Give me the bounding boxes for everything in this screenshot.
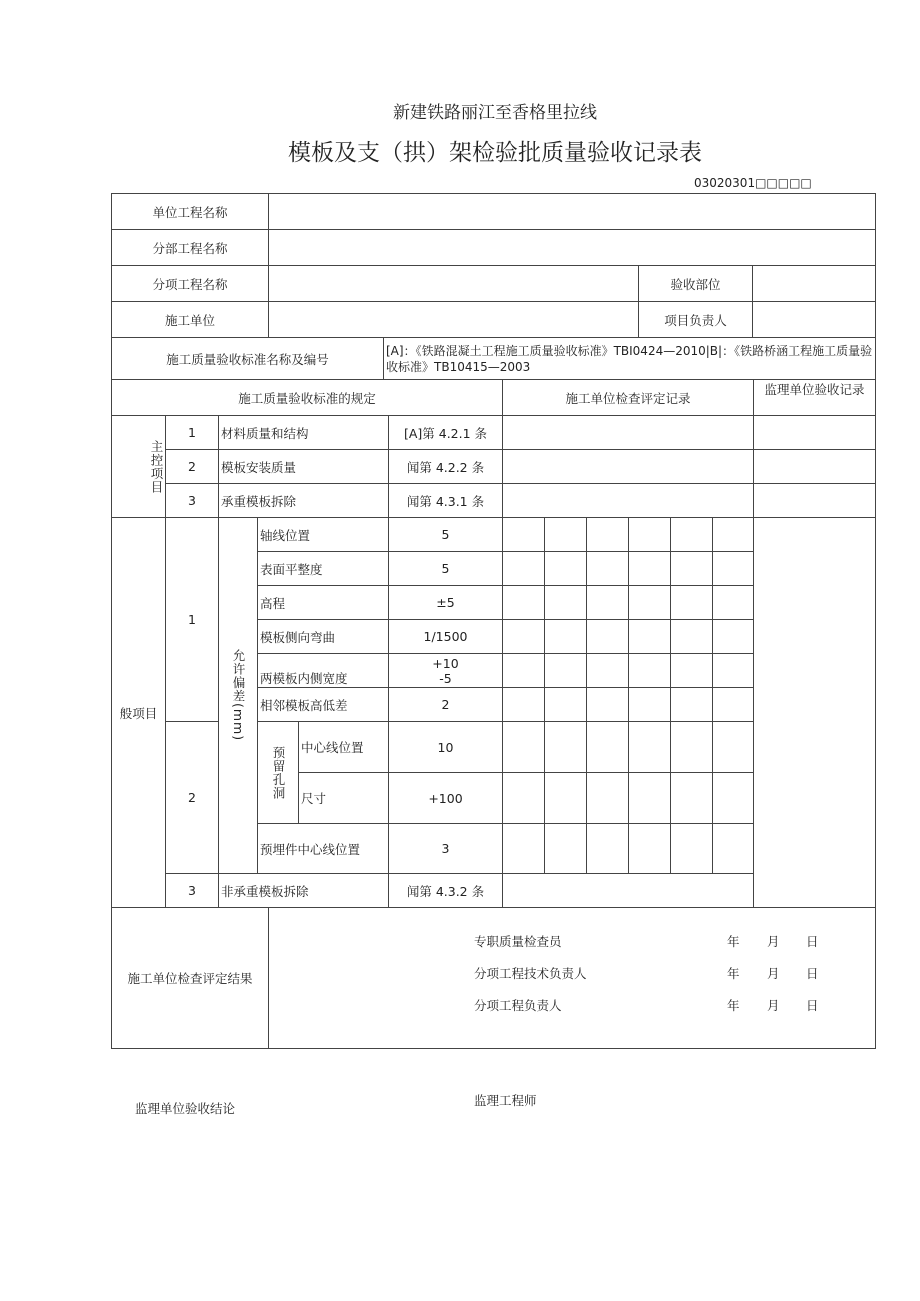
measurement-cell[interactable] [502, 823, 545, 874]
general-row-item: 表面平整度 [257, 551, 389, 586]
general-row-item: 轴线位置 [257, 517, 389, 552]
measurement-cell[interactable] [586, 551, 629, 586]
measurement-cell[interactable] [586, 772, 629, 824]
measurement-cell[interactable] [628, 772, 671, 824]
general-last-no: 3 [165, 873, 219, 908]
reserved-hole-label: 预留孔洞 [257, 721, 299, 824]
signer-role: 分项工程技术负责人 [474, 966, 587, 981]
day-label: 日 [806, 966, 819, 981]
project-line: 新建铁路丽江至香格里拉线 [393, 103, 597, 123]
measurement-cell[interactable] [544, 585, 587, 620]
measurement-cell[interactable] [586, 653, 629, 688]
measurement-cell[interactable] [628, 619, 671, 654]
general-row-std: ±5 [388, 585, 503, 620]
supervisor-record-header: 监理单位验收记录 [753, 379, 876, 416]
general-row-item: 中心线位置 [298, 721, 389, 773]
general-supervisor-record[interactable] [753, 517, 876, 908]
general-row-item: 高程 [257, 585, 389, 620]
measurement-cell[interactable] [544, 551, 587, 586]
main-row-record[interactable] [502, 483, 754, 518]
main-row-no: 1 [165, 415, 219, 450]
main-control-label: 主控项目 [111, 415, 166, 518]
measurement-cell[interactable] [670, 619, 713, 654]
measurement-cell[interactable] [712, 619, 754, 654]
unit-project-label: 单位工程名称 [111, 193, 269, 230]
measurement-cell[interactable] [712, 687, 754, 722]
division-field[interactable] [268, 229, 876, 266]
contractor-field[interactable] [268, 301, 639, 338]
unit-project-field[interactable] [268, 193, 876, 230]
month-label: 月 [767, 934, 780, 949]
measurement-cell[interactable] [628, 585, 671, 620]
general-row-item: 预埋件中心线位置 [257, 823, 389, 874]
year-label: 年 [727, 934, 740, 949]
day-label: 日 [806, 934, 819, 949]
measurement-cell[interactable] [628, 551, 671, 586]
measurement-cell[interactable] [586, 517, 629, 552]
project-manager-label: 项目负责人 [638, 301, 753, 338]
measurement-cell[interactable] [712, 517, 754, 552]
month-label: 月 [767, 998, 780, 1013]
general-row-std: 5 [388, 517, 503, 552]
measurement-cell[interactable] [670, 687, 713, 722]
measurement-cell[interactable] [712, 823, 754, 874]
main-row-record[interactable] [502, 449, 754, 484]
measurement-cell[interactable] [502, 687, 545, 722]
result-label: 施工单位检查评定结果 [111, 907, 269, 1049]
project-manager-field[interactable] [752, 301, 876, 338]
measurement-cell[interactable] [544, 653, 587, 688]
general-group-2-no: 2 [165, 721, 219, 874]
main-row-item: 材料质量和结构 [218, 415, 389, 450]
main-row-supervisor[interactable] [753, 415, 876, 450]
measurement-cell[interactable] [502, 619, 545, 654]
measurement-cell[interactable] [628, 517, 671, 552]
signer-role: 分项工程负责人 [474, 998, 562, 1013]
measurement-cell[interactable] [502, 585, 545, 620]
general-row-item: 尺寸 [298, 772, 389, 824]
measurement-cell[interactable] [502, 517, 545, 552]
year-label: 年 [727, 998, 740, 1013]
measurement-cell[interactable] [712, 653, 754, 688]
inspection-part-field[interactable] [752, 265, 876, 302]
general-row-std: +100 [388, 772, 503, 824]
measurement-cell[interactable] [670, 772, 713, 824]
general-row-std: +10 -5 [388, 653, 503, 688]
main-row-supervisor[interactable] [753, 483, 876, 518]
measurement-cell[interactable] [670, 551, 713, 586]
main-row-item: 承重模板拆除 [218, 483, 389, 518]
measurement-cell[interactable] [670, 585, 713, 620]
measurement-cell[interactable] [586, 585, 629, 620]
main-row-supervisor[interactable] [753, 449, 876, 484]
main-row-no: 3 [165, 483, 219, 518]
general-row-std: 2 [388, 687, 503, 722]
division-label: 分部工程名称 [111, 229, 269, 266]
measurement-cell[interactable] [670, 653, 713, 688]
standard-value: [A]：《铁路混凝土工程施工质量验收标准》TBI0424—2010|B|：《铁路桥涵工程施工质量验收标准》TB10415—2003 [383, 337, 876, 380]
day-label: 日 [806, 998, 819, 1013]
supervisor-engineer-label: 监理工程师 [474, 1093, 537, 1108]
general-last-record[interactable] [502, 873, 754, 908]
measurement-cell[interactable] [544, 687, 587, 722]
main-row-item: 模板安装质量 [218, 449, 389, 484]
page-title: 模板及支（拱）架检验批质量验收记录表 [288, 140, 702, 166]
general-group-1-no: 1 [165, 517, 219, 722]
measurement-cell[interactable] [586, 687, 629, 722]
measurement-cell[interactable] [628, 823, 671, 874]
measurement-cell[interactable] [586, 721, 629, 773]
measurement-cell[interactable] [712, 721, 754, 773]
general-row-item: 模板侧向弯曲 [257, 619, 389, 654]
general-last-std: 闻第 4.3.2 条 [388, 873, 503, 908]
measurement-cell[interactable] [502, 653, 545, 688]
measurement-cell[interactable] [670, 721, 713, 773]
measurement-cell[interactable] [586, 823, 629, 874]
measurement-cell[interactable] [502, 551, 545, 586]
measurement-cell[interactable] [544, 721, 587, 773]
contractor-label: 施工单位 [111, 301, 269, 338]
main-row-std: 闻第 4.2.2 条 [388, 449, 503, 484]
general-row-std: 5 [388, 551, 503, 586]
supervisor-conclusion-label: 监理单位验收结论 [135, 1101, 236, 1116]
measurement-cell[interactable] [544, 517, 587, 552]
general-row-std: 1/1500 [388, 619, 503, 654]
general-label: 般项目 [111, 517, 166, 908]
measurement-cell[interactable] [502, 772, 545, 824]
main-row-std: [A]第 4.2.1 条 [388, 415, 503, 450]
general-last-item: 非承重模板拆除 [218, 873, 389, 908]
measurement-cell[interactable] [544, 619, 587, 654]
general-row-std: 3 [388, 823, 503, 874]
spec-header: 施工质量验收标准的规定 [111, 379, 503, 416]
signer-role: 专职质量检查员 [474, 934, 562, 949]
measurement-cell[interactable] [628, 721, 671, 773]
measurement-cell[interactable] [670, 823, 713, 874]
subitem-field[interactable] [268, 265, 639, 302]
measurement-cell[interactable] [712, 772, 754, 824]
measurement-cell[interactable] [544, 772, 587, 824]
general-row-item: 两模板内侧宽度 [257, 653, 389, 688]
contractor-record-header: 施工单位检查评定记录 [502, 379, 754, 416]
general-row-std: 10 [388, 721, 503, 773]
main-row-record[interactable] [502, 415, 754, 450]
measurement-cell[interactable] [544, 823, 587, 874]
measurement-cell[interactable] [502, 721, 545, 773]
subitem-label: 分项工程名称 [111, 265, 269, 302]
main-row-std: 闻第 4.3.1 条 [388, 483, 503, 518]
measurement-cell[interactable] [628, 653, 671, 688]
measurement-cell[interactable] [712, 551, 754, 586]
tolerance-label: 允许偏差(mm) [218, 517, 258, 874]
measurement-cell[interactable] [670, 517, 713, 552]
month-label: 月 [767, 966, 780, 981]
measurement-cell[interactable] [586, 619, 629, 654]
measurement-cell[interactable] [628, 687, 671, 722]
form-code: 03020301□□□□□ [694, 176, 812, 190]
year-label: 年 [727, 966, 740, 981]
measurement-cell[interactable] [712, 585, 754, 620]
standard-label: 施工质量验收标准名称及编号 [111, 337, 384, 380]
main-row-no: 2 [165, 449, 219, 484]
general-row-item: 相邻模板高低差 [257, 687, 389, 722]
inspection-part-label: 验收部位 [638, 265, 753, 302]
